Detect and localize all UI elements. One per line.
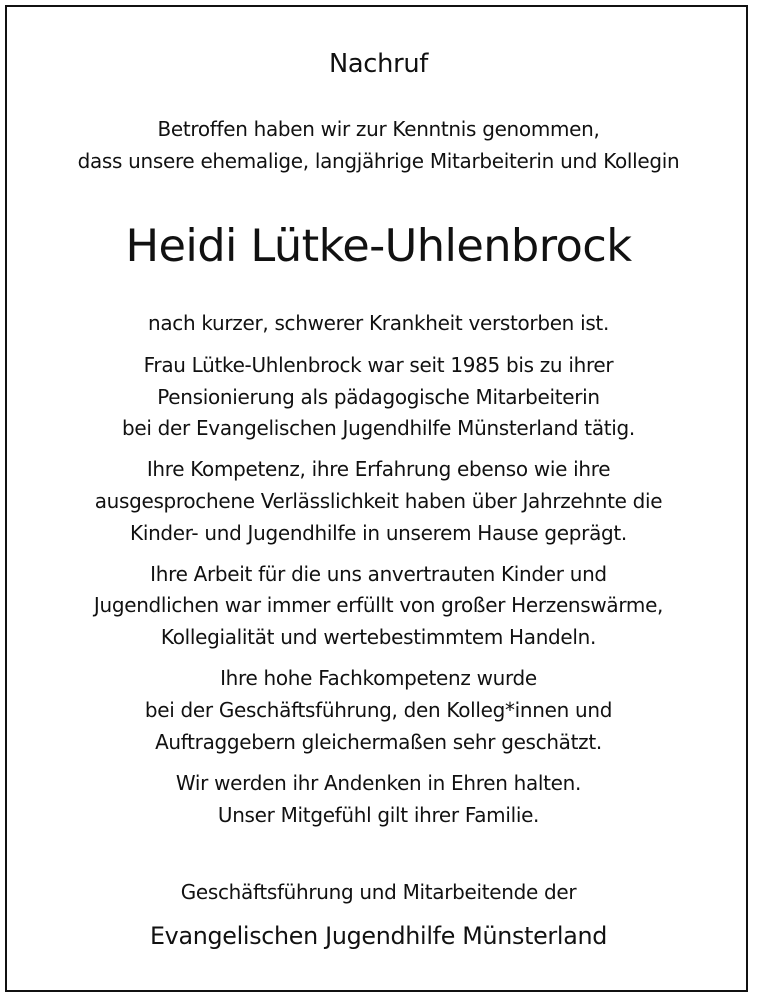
paragraph-6-line-1: Wir werden ihr Andenken in Ehren halten. [175,771,582,795]
paragraph-3-line-2: ausgesprochene Verlässlichkeit haben über Jahrzehnte die [94,489,663,513]
signature-organization: Evangelischen Jugendhilfe Münsterland [149,922,608,950]
paragraph-2-line-2: Pensionierung als pädagogische Mitarbeiterin [157,385,600,409]
paragraph-3-line-1: Ihre Kompetenz, ihre Erfahrung ebenso wie ihre [146,457,611,481]
intro-line-2: dass unsere ehemalige, langjährige Mitarbeiterin und Kollegin [77,149,680,173]
paragraph-3-line-3: Kinder- und Jugendhilfe in unserem Hause geprägt. [130,521,627,545]
paragraph-4-line-1: Ihre Arbeit für die uns anvertrauten Kinder und [150,562,607,586]
paragraph-5-line-2: bei der Geschäftsführung, den Kolleg*innen und [144,698,613,722]
obituary-heading: Nachruf [328,49,429,79]
paragraph-4-line-3: Kollegialität und wertebestimmtem Handeln. [160,625,597,649]
paragraph-2-line-1: Frau Lütke-Uhlenbrock war seit 1985 bis zu ihrer [143,353,614,377]
paragraph-5-line-3: Auftraggebern gleichermaßen sehr geschätzt. [155,730,602,754]
intro-line-1: Betroffen haben wir zur Kenntnis genommen, [157,117,600,141]
paragraph-4-line-2: Jugendlichen war immer erfüllt von großer Herzenswärme, [93,593,664,617]
paragraph-2-line-3: bei der Evangelischen Jugendhilfe Münsterland tätig. [122,416,635,440]
signature-line: Geschäftsführung und Mitarbeitende der [180,880,577,904]
deceased-name: Heidi Lütke-Uhlenbrock [125,220,632,272]
paragraph-5-line-1: Ihre hohe Fachkompetenz wurde [220,666,537,690]
paragraph-6-line-2: Unser Mitgefühl gilt ihrer Familie. [217,803,540,827]
paragraph-1-line-1: nach kurzer, schwerer Krankheit verstorben ist. [147,311,610,335]
